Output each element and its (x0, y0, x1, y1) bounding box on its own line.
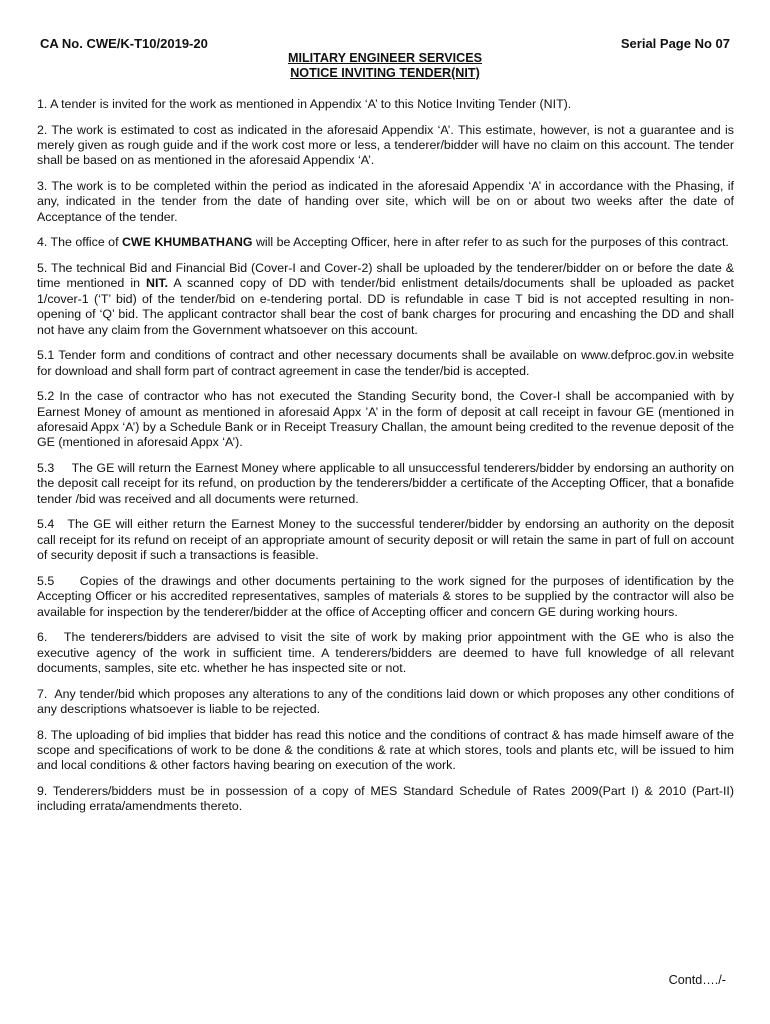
paragraph-5-5: 5.5 Copies of the drawings and other documents pertaining to the work signed for the purposes of identification by the Accepting Officer or his accredited representatives, samples of materials & stores to be supplied by the contractor will also be available for inspection by the tenderer/bidder at the office of Accepting officer and concern GE during working hours. (37, 573, 738, 619)
paragraph-5-3: 5.3 The GE will return the Earnest Money where applicable to all unsuccessful tenderers/bidder by endorsing an authority on the deposit call receipt for its refund, on production by the tenderers/bidder a certificate of the Accepting Officer, that a bonafide tender /bid was received and all documents were returned. (37, 461, 738, 506)
paragraph-4 (37, 235, 734, 250)
paragraph-6: 6. The tenderers/bidders are advised to visit the site of work by making prior appointment with the GE who is also the executive agency of the work in sufficient time. A tenderers/bidders are deemed to have full knowledge of all relevant documents, samples, site etc. whether he has inspected site or not. (37, 630, 738, 676)
nit-bold: NIT. (146, 276, 169, 291)
paragraph-4-text-b: will be Accepting Officer, here in after refer to as such for the purposes of this contract. (252, 235, 729, 250)
paragraph-9: 9. Tenderers/bidders must be in possession of a copy of MES Standard Schedule of Rates 2009(Part I) & 2010 (Part-II) including errata/amendments thereto. (37, 784, 734, 814)
document-body (37, 97, 738, 825)
paragraph-5-2: 5.2 In the case of contractor who has not executed the Standing Security bond, the Cover-I shall be accompanied with by Earnest Money of amount as mentioned in aforesaid Appx ’A’ in the form of deposit at call receipt in favour GE (mentioned in aforesaid Appx ‘A’) by a Schedule Bank or in Receipt Treasury Challan, the amount being credited to the revenue deposit of the GE (mentioned in aforesaid Appx ‘A’). (37, 389, 734, 450)
document-titles (0, 51, 770, 81)
paragraph-4-text-a: 4. The office of (37, 235, 122, 250)
serial-page-number: Serial Page No 07 (620, 36, 730, 51)
paragraph-5-text-b: A scanned copy of DD with tender/bid enlistment details/documents shall be uploaded as packet 1/cover-1 (‘T’ bid) of the tender/bid on e-tendering portal. DD is refundable in case T bid is not accepted resulting in non-opening of ‘Q’ bid. The applicant contractor shall bear the cost of bank charges for procuring and encashing the DD and shall not have any claim from the Government whatsoever on this account. (37, 276, 734, 337)
paragraph-5-4: 5.4 The GE will either return the Earnest Money to the successful tenderer/bidder by endorsing an authority on the deposit call receipt for its refund on receipt of an appropriate amount of security deposit or will retain the same in part of full on account of security deposit if such a transactions is feasible. (37, 517, 738, 563)
paragraph-5 (37, 261, 734, 338)
organization-title: MILITARY ENGINEER SERVICES (287, 51, 483, 65)
accepting-officer-name: CWE KHUMBATHANG (121, 235, 253, 250)
contract-number: CA No. CWE/K-T10/2019-20 (40, 36, 208, 51)
paragraph-7: 7. Any tender/bid which proposes any alterations to any of the conditions laid down or which proposes any other conditions of any descriptions whatsoever is liable to be rejected. (37, 686, 738, 717)
continued-marker: Contd…./- (668, 973, 726, 987)
notice-title: NOTICE INVITING TENDER(NIT) (290, 66, 480, 80)
paragraph-8: 8. The uploading of bid implies that bidder has read this notice and the conditions of contract & has made himself aware of the scope and specifications of work to be done & the conditions & rate at which stores, tools and plants etc, will be issued to him and local conditions & other factors having bearing on execution of the work. (37, 727, 734, 773)
paragraph-5-1: 5.1 Tender form and conditions of contract and other necessary documents shall be available on www.defproc.gov.in website for download and shall form part of contract agreement in case the tender/bid is accepted. (37, 348, 734, 378)
paragraph-3: 3. The work is to be completed within the period as indicated in the aforesaid Appendix ‘A’ in accordance with the Phasing, if any, indicated in the tender from the date of handing over site, which will be on or about two weeks after the date of Acceptance of the tender. (37, 179, 734, 224)
paragraph-1: 1. A tender is invited for the work as mentioned in Appendix ‘A’ to this Notice Inviting Tender (NIT). (37, 97, 572, 111)
paragraph-5-text-a: 5. The technical Bid and Financial Bid (Cover-I and Cover-2) shall be uploaded by the tenderer/bidder on or before the date & time mentioned in (37, 261, 734, 291)
paragraph-2: 2. The work is estimated to cost as indicated in the aforesaid Appendix ‘A’. This estimate, however, is not a guarantee and is merely given as rough guide and if the work cost more or less, a tenderer/bidder will have no claim on this account. The tender shall be based on as mentioned in the aforesaid Appendix ‘A’. (37, 122, 734, 168)
